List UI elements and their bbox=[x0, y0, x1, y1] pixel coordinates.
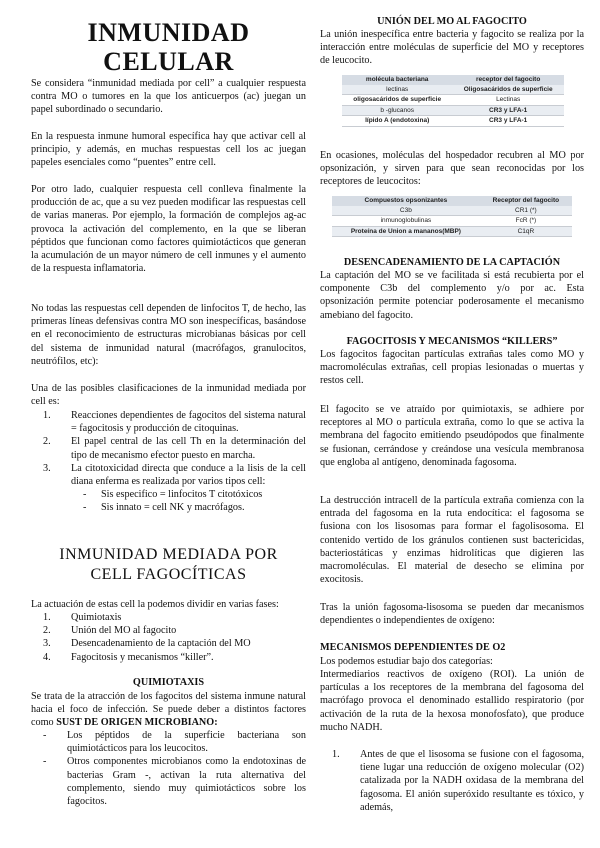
page-title-line-1: INMUNIDAD bbox=[87, 18, 250, 47]
list-item-text: Unión del MO al fagocito bbox=[71, 625, 177, 637]
classification-intro: Una de las posibles clasificaciones de la inmunidad mediada por cell es: bbox=[31, 383, 306, 408]
opsonization-table bbox=[332, 196, 572, 237]
table-cell: Lectinas bbox=[452, 95, 564, 106]
list-item bbox=[320, 748, 584, 814]
table-header: Compuestos opsonizantes bbox=[332, 196, 480, 206]
table-cell: C3b bbox=[332, 206, 480, 216]
desencadenamiento-heading: DESENCADENAMIENTO DE LA CAPTACIÓN bbox=[343, 257, 561, 268]
section-title-line-1: INMUNIDAD MEDIADA POR bbox=[59, 546, 278, 563]
table-cell: inmunoglobulinas bbox=[332, 216, 480, 227]
quimiotaxis-factors-list bbox=[31, 729, 306, 808]
sub-list-item bbox=[31, 488, 306, 501]
union-paragraph: La unión inespecífica entre bacteria y fagocito se realiza por la interacción entre moléculas de superficie del MO y receptores de leucocito. bbox=[320, 29, 584, 67]
list-item bbox=[31, 409, 306, 435]
intro-paragraph: Se considera “inmunidad mediada por cell” a cualquier respuesta contra MO o tumores en la que los anticuerpos (ac) juegan un papel subordinado o secundario. bbox=[31, 78, 306, 116]
list-item bbox=[31, 729, 306, 755]
desencadenamiento-paragraph: La captación del MO se ve facilitada si está recubierta por el componente C3b del complemento y/o por ac. Esta opsonización permite potenciar poderosamente el mecanismo amebiano del fagocito. bbox=[320, 270, 584, 321]
classification-list bbox=[31, 409, 306, 515]
sub-list-item bbox=[31, 501, 306, 514]
list-item-text: Desencadenamiento de la captación del MO bbox=[71, 638, 251, 650]
list-item-text: Los péptidos de la superficie bacteriana son quimiotácticos para los leucocitos. bbox=[67, 730, 306, 755]
sub-item-text: Sis innato = cell NK y macrófagos. bbox=[101, 502, 245, 514]
page-title-line-2: CELULAR bbox=[103, 47, 234, 76]
opsonization-paragraph: En ocasiones, moléculas del hospedador recubren al MO por opsonización, y sirven para que sean reconocidas por los receptores de leucocitos: bbox=[320, 150, 584, 188]
phases-intro: La actuación de estas cell la podemos dividir en varias fases: bbox=[31, 599, 279, 610]
dash-bullet: - bbox=[43, 730, 47, 741]
quimiotaxis-paragraph bbox=[31, 690, 306, 730]
list-item-text: La citotoxicidad directa que conduce a la lisis de la cell diana enferma es realizada por varios tipos cell: bbox=[71, 462, 306, 488]
list-item-number: 4. bbox=[43, 651, 51, 663]
union-table bbox=[342, 75, 564, 127]
roi-paragraph: Intermediarios reactivos de oxígeno (ROI). La unión de partículas a los receptores de la membrana del fagosoma del macrófago provoca el denominado estallido respiratorio (por activación de la ruta de la hexosa monofosfato), que produce mucho NADH. bbox=[320, 669, 584, 733]
table-cell: CR3 y LFA-1 bbox=[452, 116, 564, 127]
categorias-paragraph: Los podemos estudiar bajo dos categorías: bbox=[320, 656, 493, 667]
table-cell: CR3 y LFA-1 bbox=[452, 105, 564, 116]
list-item-text: Reacciones dependientes de fagocitos del sistema natural = fagocitosis y producción de citoquinas. bbox=[71, 410, 306, 435]
fagocitosis-paragraph: Los fagocitos fagocitan partículas extrañas tales como MO y macromoléculas extrañas, cell propias lesionadas o muertas y restos cell. bbox=[320, 349, 584, 387]
list-item-number: 3. bbox=[43, 638, 51, 650]
list-item-number: 2. bbox=[43, 625, 51, 637]
right-column bbox=[320, 0, 584, 813]
page-title bbox=[31, 18, 306, 76]
table-row bbox=[342, 85, 564, 95]
table-cell: Proteína de Union a mananos(MBP) bbox=[332, 226, 480, 237]
quimiotaxis-heading: QUIMIOTAXIS bbox=[132, 677, 205, 688]
list-item bbox=[31, 624, 306, 637]
sub-item-text: Sis especifico = linfocitos T citotóxicos bbox=[101, 489, 263, 501]
quimiotaxis-text: Se trata de la atracción de los fagocitos del sistema inmune natural hacia el foco de infección. Se puede deber a distintos factores como bbox=[31, 691, 306, 729]
section-title bbox=[31, 545, 306, 585]
list-item-number: 1. bbox=[43, 612, 51, 623]
list-item bbox=[31, 435, 306, 461]
table-row bbox=[342, 105, 564, 116]
table-row bbox=[332, 206, 572, 216]
table-cell: oligosacáridos de superficie bbox=[342, 95, 452, 106]
union-heading: UNIÓN DEL MO AL FAGOCITO bbox=[377, 16, 527, 27]
dash-bullet: - bbox=[83, 489, 87, 501]
table-cell: lípido A (endotoxina) bbox=[342, 116, 452, 127]
list-item-number: 3. bbox=[43, 462, 51, 474]
fagocitosis-heading: FAGOCITOSIS Y MECANISMOS “KILLERS” bbox=[346, 336, 558, 347]
phases-list bbox=[31, 611, 306, 664]
list-item-text: El papel central de las cell Th en la determinación del tipo de mecanismo efector puesto en marcha. bbox=[71, 436, 306, 461]
list-item-text: Fagocitosis y mecanismos “killer”. bbox=[71, 651, 214, 663]
list-item-number: 2. bbox=[43, 436, 51, 448]
list-item bbox=[31, 651, 306, 664]
table-row bbox=[342, 116, 564, 127]
list-item-number: 1. bbox=[332, 749, 340, 760]
quimiotaxis-emphasis: SUST DE ORIGEN MICROBIANO: bbox=[56, 717, 218, 729]
table-cell: C1qR bbox=[480, 226, 572, 237]
linfocitos-paragraph: No todas las respuestas cell dependen de linfocitos T, de hecho, las primeras líneas defensivas contra MO son inespecíficas, basándose en el reconocimiento de estructuras microbianas básicas por cell del sistema de inmunidad natural (macrófagos, granulocitos, neutrófilos, etc): bbox=[31, 303, 306, 367]
fagosoma-paragraph: El fagocito se ve atraído por quimiotaxis, se adhiere por receptores al MO o partícula extraña, como lo que se activa la membrana del fagocito emitiendo pseudópodos que finalmente se fusionan, cerrándose y creándose una vesícula membranosa que engloba al antígeno, denominada fagosoma. bbox=[320, 404, 584, 468]
table-cell: lectinas bbox=[342, 85, 452, 95]
table-header: receptor del fagocito bbox=[452, 75, 564, 85]
table-cell: FcR (*) bbox=[480, 216, 572, 227]
list-item-text: Otros componentes microbianos como la endotoxinas de bacterias Gram -, activan la ruta alternativa del complemento, siendo muy quimiotácticos sobre los fagocitos. bbox=[67, 756, 306, 808]
table-cell: b -glucanos bbox=[342, 105, 452, 116]
list-item-text: Antes de que el lisosoma se fusione con el fagosoma, tiene lugar una reducción de oxígeno molecular (O2) catalizada por la NADH oxidasa de la membrana del fagosoma. El anión superóxido resultante es tóxico, y además, bbox=[360, 749, 584, 813]
dash-bullet: - bbox=[43, 756, 47, 768]
table-cell: CR1 (*) bbox=[480, 206, 572, 216]
table-cell: Oligosacáridos de superficie bbox=[452, 85, 564, 95]
list-item-number: 1. bbox=[43, 410, 51, 421]
list-item bbox=[31, 755, 306, 808]
section-title-line-2: CELL FAGOCÍTICAS bbox=[90, 566, 247, 583]
table-header: Receptor del fagocito bbox=[480, 196, 572, 206]
dash-bullet: - bbox=[83, 502, 87, 514]
list-item bbox=[31, 637, 306, 650]
list-item bbox=[31, 462, 306, 488]
table-row bbox=[342, 95, 564, 106]
mecanismos-intro: Tras la unión fagosoma-lisosoma se pueden dar mecanismos dependientes o independientes de oxígeno: bbox=[320, 602, 584, 627]
table-header: molécula bacteriana bbox=[342, 75, 452, 85]
humoral-paragraph: En la respuesta inmune humoral específica hay que activar cell al principio, y además, en muchas respuestas cell los ac juegan papeles esenciales como “puentes” entre cell. bbox=[31, 131, 306, 169]
destruccion-paragraph: La destrucción intracell de la partícula extraña comienza con la entrada del fagosoma en la ruta endocítica: el fagosoma se fusiona con los lisosomas para formar el fagolisosoma. El contenido vertido de los gránulos contienen sust bactericidas, bacteriostáticas y enzimas hidrolíticas que digieren las macromoléculas. El material de desecho se elimina por exocitosis. bbox=[320, 495, 584, 586]
ac-production-paragraph: Por otro lado, cualquier respuesta cell conlleva finalmente la producción de ac, que a su vez pueden modificar las respuestas cell de varias maneras. Por ejemplo, la formación de complejos ag-ac provoca la activación del complemento, en la que se liberan péptidos que funcionan como factores quimiotácticos que generan la acumulación de un mayor número de cell inmunes y el aumento de la respuesta inflamatoria. bbox=[31, 184, 306, 275]
o2-heading: MECANISMOS DEPENDIENTES DE O2 bbox=[320, 642, 506, 653]
table-row bbox=[332, 226, 572, 237]
list-item-text: Quimiotaxis bbox=[71, 612, 122, 623]
list-item bbox=[31, 611, 306, 624]
table-row bbox=[332, 216, 572, 227]
